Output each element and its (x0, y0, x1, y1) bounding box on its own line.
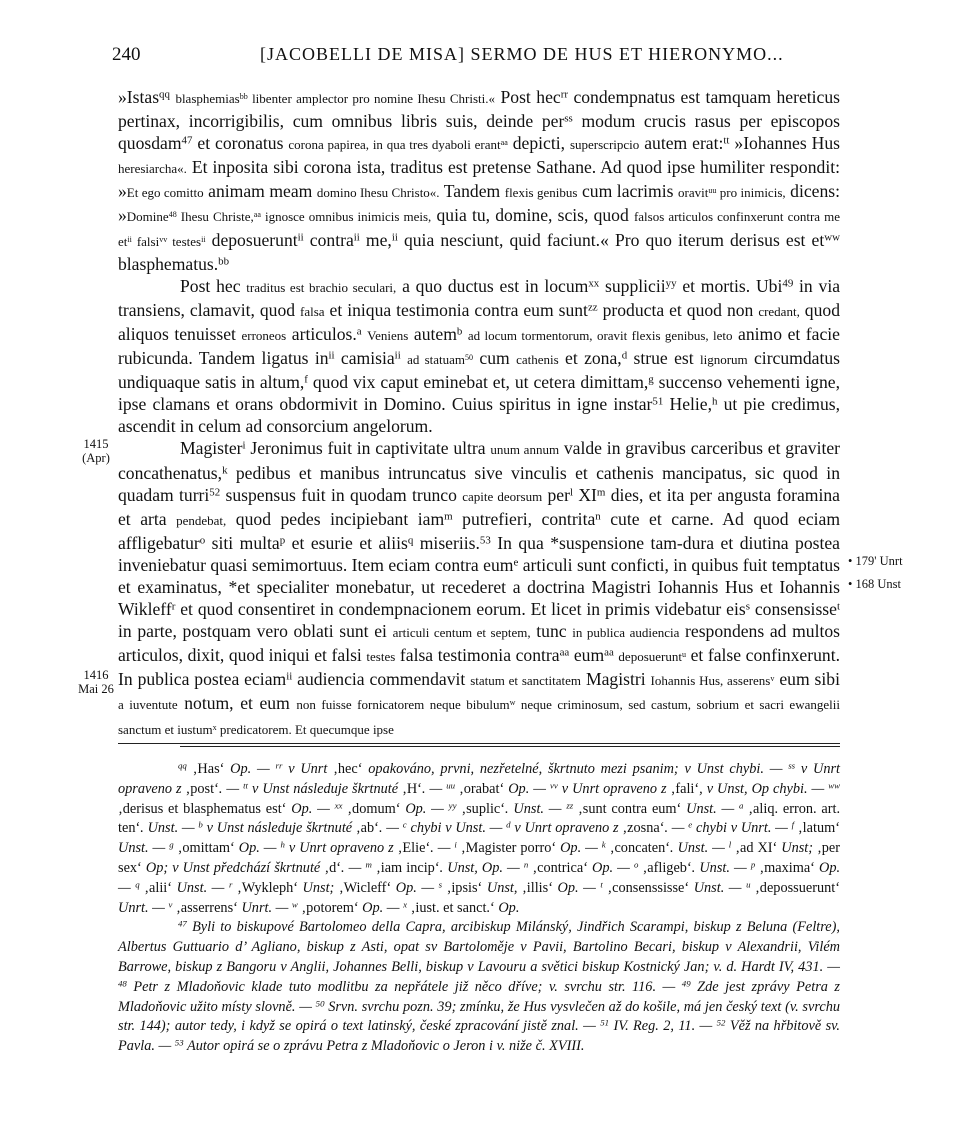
textual-apparatus: $^{qq}$ ‚Has‘ Op. — $^{rr}$ v Unrt ‚hec‘ opakováno, prvni, nezřetelné, škrtnuto mezi psanim; v Unst chybi. — $^{ss}$ v Unrt opraveno z ‚post‘. — $^{tt}$ v Unst následuje škrtnuté ‚H‘. — $^{uu}$ ‚orabat‘ Op. — $^{vv}$ v Unrt opraveno z ‚fali‘, v Unst, Op chybi. — $^{ww}$ ‚derisus et blasphematus est‘ Op. — $^{xx}$ ‚domum‘ Op. — $^{yy}$ ‚suplic‘. Unst. — $^{zz}$ ‚sunt contra eum‘ Unst. — $^a$ ‚aliq. erron. art. ten‘. Unst. — $^b$ v Unst následuje škrtnuté ‚ab‘. — $^c$ chybi v Unst. — $^d$ v Unrt opraveno z ‚zosna‘. — $^e$ chybi v Unrt. — $^f$ ‚latum‘ Unst. — $^g$ ‚omittam‘ Op. — $^h$ v Unrt opraveno z ‚Elie‘. — $^i$ ‚Magister porro‘ Op. — $^k$ ‚concaten‘. Unst. — $^l$ ‚ad XI‘ Unst; ‚per sex‘ Op; v Unst předchází škrtnuté ‚d‘. — $^m$ ‚iam incip‘. Unst, Op. — $^n$ ‚contrica‘ Op. — $^o$ ‚afligeb‘. Unst. — $^p$ ‚maxima‘ Op. — $^q$ ‚alii‘ Unst. — $^r$ ‚Wykleph‘ Unst; ‚Wicleff‘ Op. — $^s$ ‚ipsis‘ Unst, ‚illis‘ Op. — $^t$ ‚consenssisse‘ Unst. — $^u$ ‚depossuerunt‘ Unrt. — $^v$ ‚asserrens‘ Unrt. — $^w$ ‚potorem‘ Op. — $^x$ ‚iust. et sanct.‘ Op. (118, 760, 841, 916)
commentary-notes: $^{47}$ Byli to biskupové Bartolomeo della Capra, arcibiskup Milánský, Jindřich Scarampi, biskup z Beluna (Feltre), Albertus Guttuario d’ Agliano, biskup z Asti, opat sv Bartoloměje v Pavii, Bartolino Becari, biskup v Alexandrii, Vilém Barrowe, biskup z Bangoru v Anglii, Johannes Belli, biskup v Lavouru a světici biskup Kostnický Jan; v. d. Hardt IV, 431. — $^{48}$ Petr z Mladoňovic klade tuto modlitbu za nepřátele již něco dříve; v. svrchu str. 116. — $^{49}$ Zde jest zprávy Petra z Mladoňovic užito místy slovně. — $^{50}$ Srvn. svrchu pozn. 39; zmínku, že Hus vysvlečen až do košile, má jen český text (v. svrchu str. 144); autor tedy, i když se opirá o text latinský, české zpracování jistě znal. — $^{51}$ IV. Reg. 2, 11. — $^{52}$ Věž na hřbitově sv. Pavla. — $^{53}$ Autor opirá se o zprávu Petra z Mladoňovic o Jeron i v. niže č. XVIII. (118, 918, 841, 1055)
margin-folio-unrt: • 179' Unrt (848, 554, 903, 568)
running-title: [JACOBELLI DE MISA] SERMO DE HUS ET HIERONYMO... (260, 44, 784, 64)
page-number: 240 (112, 44, 141, 65)
paragraph-2: Post hec traditus est brachio seculari, a quo ductus est in locum$^{xx}$ supplicii$^{yy}$ et mortis. Ubi$^{49}$ in via transiens, clamavit, quod falsa et iniqua testimonia contra eum sunt$^{zz}$ producta et quod non credant, quod aliquos tenuisset erroneos articulos.$^a$ Veniens autem$^b$ ad locum tormentorum, oravit flexis genibus, leto animo et facie rubicunda. Tandem ligatus $in^{ii}$ camisia$^{ii}$ ad statuam$^{50}$ cum cathenis et zona,$^d$ strue est lignorum circumdatus undiquaque satis in altum,$^f$ quod vix caput eminebat et, ut cetera dimittam,$^g$ succenso vehementi igne, ipse clamans et orans obdormivit in Domino. Cuius spiritus in igne instar$^{51}$ Helie,$^h$ ut pie credimus, ascendit in celum ad consorcium angelorum. (118, 275, 841, 437)
main-text (118, 86, 840, 741)
page-header (112, 44, 872, 72)
footnote-rule (118, 743, 840, 744)
margin-date-1415: 1415 (Apr) (82, 437, 110, 465)
footnote-rule-2 (180, 746, 840, 747)
margin-folio-unst: • 168 Unst (848, 577, 901, 591)
paragraph-3: Magister$^i$ Jeronimus fuit in captivitate ultra unum annum valde in gravibus carceribus et graviter concathenatus,$^k$ pedibus et manibus intruncatus sive vinculis et cathenis mancipatus, sic quod in quadam turri$^{52}$ suspensus fuit in quodam trunco capite deorsum per$^l$ $XI^m$ dies, et ita per angusta foramina et arta pendebat, quod pedes incipiebant iam$^m$ putrefieri, contrita$^n$ cute et carne. Ad quod eciam affligebatur$^o$ siti multa$^p$ et esurie et aliis$^q$ miseriis.$^{53}$ In qua *suspensione tam-dura et diutina postea inveniebatur quasi semimortuus. Item eciam contra eum$^e$ articuli sunt conficti, in quibus fuit temptatus et examinatus, *et specialiter monebatur, ut recederet a doctrina Magistri Iohannis Hus et Iohannis Wikleff$^r$ et quod consentiret in condempnacionem eorum. Et licet in primis videbatur eis$^s$ consensisse$^t$ in parte, postquam vero oblati sunt ei articuli centum et septem, tunc in publica audiencia respondens ad multos articulos, dixit, quod iniqui et falsi testes falsa testimonia contra$^{aa}$ eum$^{aa}$ deposuerunt$^u$ et false confinxerunt. In publica postea eciam$^{ii}$ audiencia commendavit statum et sanctitatem Magistri Iohannis Hus, asserens$^v$ eum sibi a iuventute notum, et eum non fuisse fornicatorem neque bibulum$^w$ neque criminosum, sed castum, sobrium et sacri ewangelii sanctum et iustum$^x$ predicatorem. Et quecumque ipse (118, 438, 841, 737)
margin-date-1416: 1416 Mai 26 (78, 668, 114, 696)
footnotes (118, 760, 840, 1057)
paragraph-1: »Istas$^{qq}$ blasphemias$^{bb}$ libenter amplector pro nomine Ihesu Christi.« Post hec$^{rr}$ condempnatus est tamquam hereticus pertinax, incorrigibilis, cum omnibus libris suis, deinde per$^{ss}$ modum crucis rasus per episcopos quosdam$^{47}$ et coronatus corona papirea, in qua tres dyaboli erant$^{aa}$ depicti, superscripcio autem erat:$^{tt}$ »Iohannes Hus heresiarcha«. Et inposita sibi corona ista, traditus est pretense Sathane. Ad quod ipse humiliter respondit: »Et ego comitto animam meam domino Ihesu Christo«. Tandem flexis genibus cum lacrimis oravit$^{uu}$ pro inimicis, dicens: »Domine$^{48}$ Ihesu Christe,$^{aa}$ ignosce omnibus inimicis meis, quia tu, domine, scis, quod falsos articulos confinxerunt contra me $et^{ii}$ falsi$^{vv}$ testes$^{ii}$ deposuerunt$^{ii}$ contra$^{ii}$ me,$^{ii}$ quia nesciunt, quid faciunt.« Pro quo iterum derisus est $et^{ww}$ blasphematus.$^{bb}$ (118, 87, 841, 274)
